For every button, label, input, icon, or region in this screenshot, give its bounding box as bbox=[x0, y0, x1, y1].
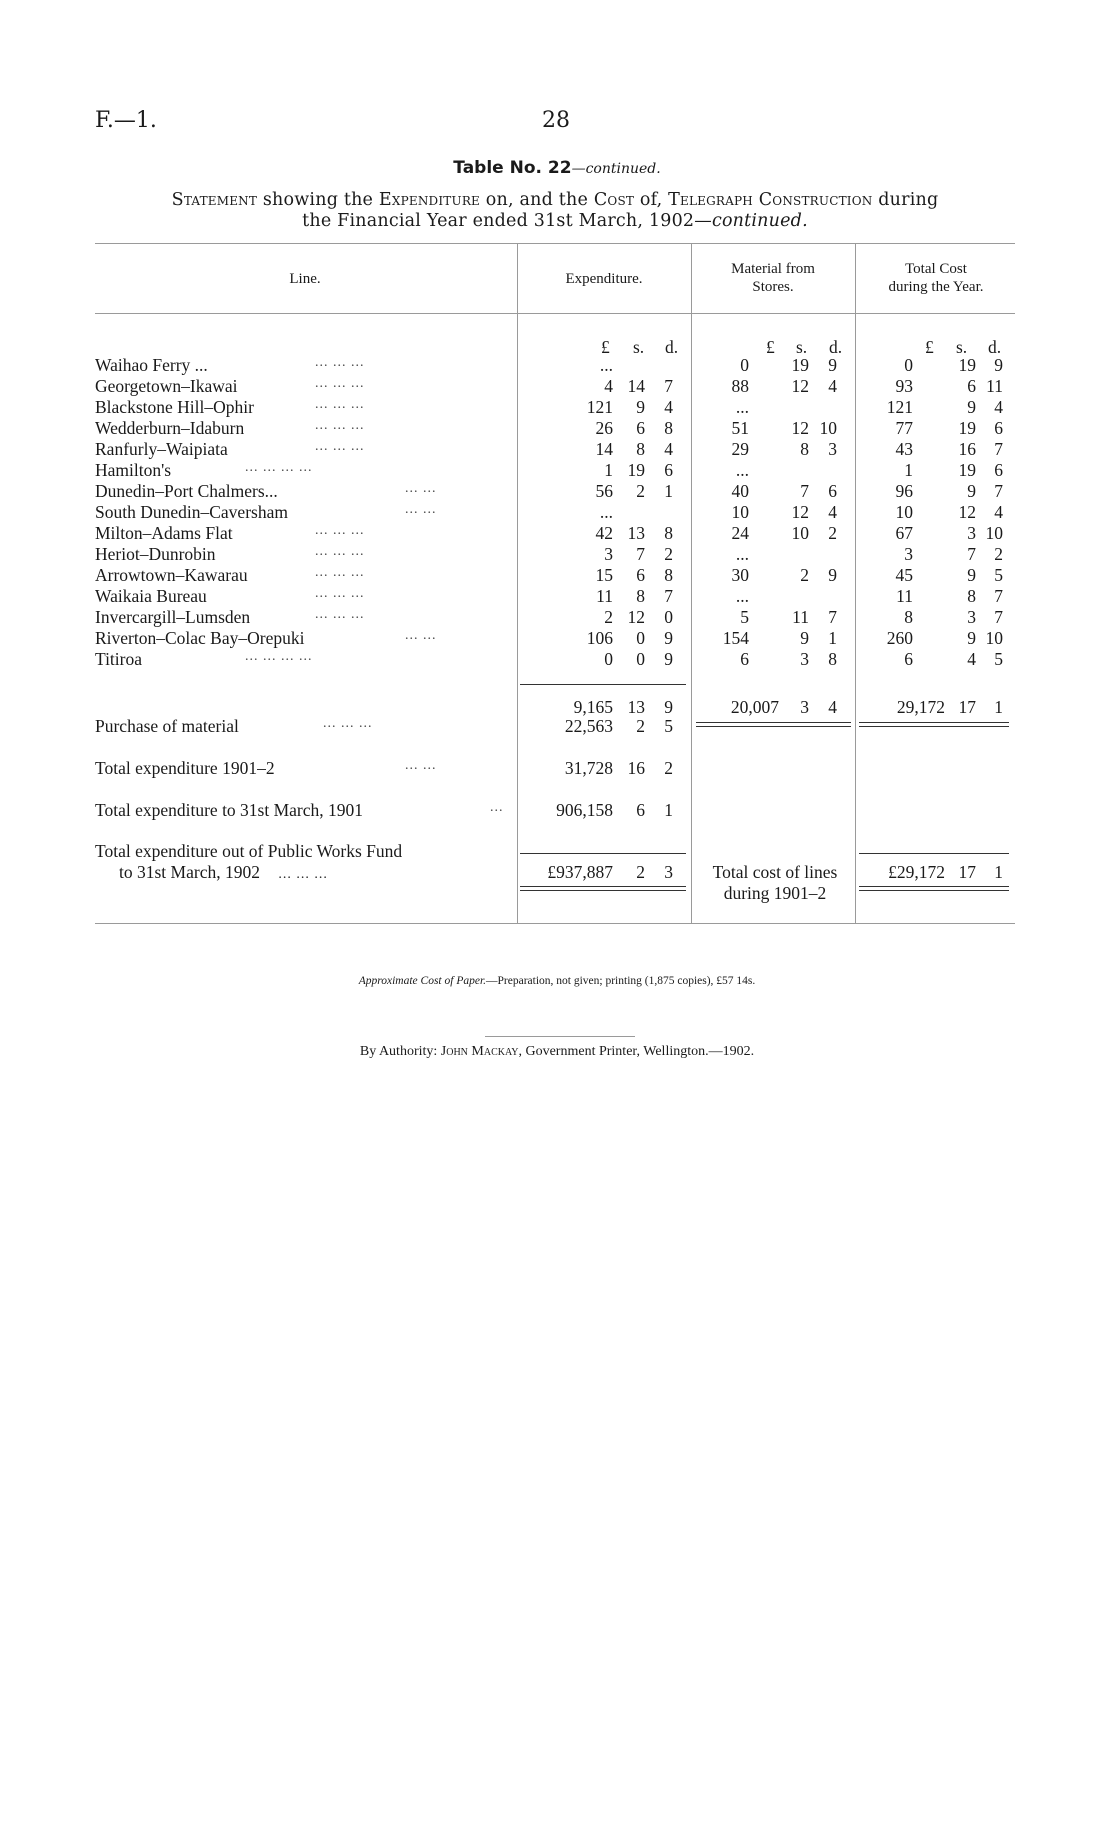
mat-pounds-cell: ... bbox=[735, 397, 749, 417]
exp-pounds-cell: 56 bbox=[595, 481, 613, 501]
table-row bbox=[95, 376, 1015, 397]
exp-pence-cell: 9 bbox=[664, 628, 673, 648]
tot-pence-cell: 4 bbox=[994, 502, 1003, 522]
tot-pence-cell: 5 bbox=[994, 565, 1003, 585]
exp-shillings-cell: 8 bbox=[636, 586, 645, 606]
table-row bbox=[95, 586, 1015, 607]
tot-pounds-cell: 96 bbox=[895, 481, 913, 501]
leader-dots: ... ... ... bbox=[315, 586, 365, 601]
mat-shillings-cell: 10 bbox=[791, 523, 809, 543]
exp-shillings-cell: 12 bbox=[627, 607, 645, 627]
exp-pence-cell: 6 bbox=[664, 460, 673, 480]
exp-pence-cell: 8 bbox=[664, 523, 673, 543]
mat-pence-cell: 3 bbox=[828, 439, 837, 459]
authority-rule bbox=[485, 1036, 635, 1037]
exp-shillings-cell: 6 bbox=[636, 565, 645, 585]
mat-shillings-cell: 8 bbox=[800, 439, 809, 459]
cost-of-paper-note: Approximate Cost of Paper.—Preparation, not given; printing (1,875 copies), £57 14s. bbox=[358, 975, 756, 987]
table-row bbox=[95, 397, 1015, 418]
cost-lines-top-rule bbox=[859, 853, 1009, 854]
mat-shillings-cell: 19 bbox=[791, 355, 809, 375]
table-row bbox=[95, 523, 1015, 544]
mat-pounds-cell: ... bbox=[735, 586, 749, 606]
tot-shillings-cell: 4 bbox=[967, 649, 976, 669]
tot-pounds-cell: 3 bbox=[904, 544, 913, 564]
table-title bbox=[0, 158, 1114, 178]
leader-dots: ... ... ... bbox=[315, 397, 365, 412]
cost-lines-double-rule bbox=[859, 886, 1009, 891]
line-name: Arrowtown–Kawarau bbox=[95, 565, 248, 585]
mat-shillings-cell: 11 bbox=[792, 607, 809, 627]
leader-dots: ... ... ... bbox=[315, 607, 365, 622]
mat-pounds-cell: 5 bbox=[740, 607, 749, 627]
exp-pence-cell: 4 bbox=[664, 397, 673, 417]
tot-pounds-cell: 11 bbox=[896, 586, 913, 606]
tot-pence-cell: 7 bbox=[994, 586, 1003, 606]
line-name: Georgetown–Ikawai bbox=[95, 376, 238, 396]
tot-shillings-cell: 3 bbox=[967, 607, 976, 627]
exp-pence-cell: 8 bbox=[664, 418, 673, 438]
line-name: Invercargill–Lumsden bbox=[95, 607, 251, 627]
page-number: 28 bbox=[542, 108, 570, 133]
tot-pounds-cell: 260 bbox=[886, 628, 913, 648]
line-name: Waihao Ferry ... bbox=[95, 355, 208, 375]
table-row bbox=[95, 502, 1015, 523]
mat-pence-cell: 6 bbox=[828, 481, 837, 501]
exp-pounds-cell: 42 bbox=[595, 523, 613, 543]
tot-pounds-cell: 6 bbox=[904, 649, 913, 669]
mat-shillings-cell: 3 bbox=[800, 649, 809, 669]
exp-pounds-cell: 15 bbox=[595, 565, 613, 585]
tot-pounds-cell: 67 bbox=[895, 523, 913, 543]
tot-shillings-cell: 9 bbox=[967, 397, 976, 417]
table-number: Table No. 22 bbox=[453, 158, 572, 178]
line-name: Blackstone Hill–Ophir bbox=[95, 397, 254, 417]
mat-shillings-cell: 9 bbox=[800, 628, 809, 648]
tot-pounds-cell: 77 bbox=[895, 418, 913, 438]
exp-pounds-cell: 14 bbox=[595, 439, 613, 459]
pwf-top-rule bbox=[520, 853, 686, 854]
table-top-rule bbox=[95, 243, 1015, 244]
mat-shillings-cell: 12 bbox=[791, 418, 809, 438]
col-header-total: Total Cost during the Year. bbox=[888, 261, 984, 295]
exp-shillings-cell: 8 bbox=[636, 439, 645, 459]
statement-heading bbox=[95, 190, 1015, 232]
leader-dots: ... ... bbox=[405, 481, 437, 496]
mat-shillings-cell: 12 bbox=[791, 376, 809, 396]
exp-pounds-cell: 26 bbox=[595, 418, 613, 438]
exp-pence-cell: 9 bbox=[664, 649, 673, 669]
mat-pounds-cell: 51 bbox=[731, 418, 749, 438]
mat-pence-cell: 9 bbox=[828, 565, 837, 585]
public-works-row: £937,887 2 3 £29,172 17 1 bbox=[547, 862, 1003, 882]
tot-pounds-cell: 0 bbox=[904, 355, 913, 375]
mat-pence-cell: 10 bbox=[819, 418, 837, 438]
exp-pence-cell: 1 bbox=[664, 481, 673, 501]
leader-dots: ... ... ... ... bbox=[245, 460, 313, 475]
tot-shillings-cell: 6 bbox=[967, 376, 976, 396]
tot-pence-cell: 5 bbox=[994, 649, 1003, 669]
exp-pence-cell: 4 bbox=[664, 439, 673, 459]
tot-shillings-cell: 19 bbox=[958, 460, 976, 480]
mat-pounds-cell: 88 bbox=[731, 376, 749, 396]
line-name: Milton–Adams Flat bbox=[95, 523, 233, 543]
exp-shilling-header: s. bbox=[633, 337, 645, 357]
mat-pounds-cell: 0 bbox=[740, 355, 749, 375]
line-name: Ranfurly–Waipiata bbox=[95, 439, 228, 459]
exp-pounds-cell: 1 bbox=[604, 460, 613, 480]
exp-pounds-cell: 2 bbox=[604, 607, 613, 627]
exp-shillings-cell: 0 bbox=[636, 628, 645, 648]
tot-pence-cell: 7 bbox=[994, 607, 1003, 627]
tot-pounds-cell: 121 bbox=[886, 397, 913, 417]
tot-pence-cell: 7 bbox=[994, 439, 1003, 459]
exp-pence-header: d. bbox=[665, 337, 679, 357]
exp-shillings-cell: 14 bbox=[627, 376, 645, 396]
leader-dots: ... ... ... bbox=[315, 376, 365, 391]
table-continued: —continued. bbox=[571, 161, 661, 177]
table-row bbox=[95, 418, 1015, 439]
line-name: South Dunedin–Caversham bbox=[95, 502, 288, 522]
mat-shillings-cell: 2 bbox=[800, 565, 809, 585]
exp-pence-cell: 7 bbox=[664, 376, 673, 396]
mat-pence-cell: 9 bbox=[828, 355, 837, 375]
leader-dots: ... ... ... ... bbox=[245, 649, 313, 664]
tot-pound-header: £ bbox=[925, 337, 934, 357]
exp-pounds-cell: 11 bbox=[596, 586, 613, 606]
exp-shillings-cell: 6 bbox=[636, 418, 645, 438]
col-header-line: Line. bbox=[289, 271, 321, 287]
tot-shillings-cell: 9 bbox=[967, 565, 976, 585]
printer-authority: By Authority: John Mackay, Government Printer, Wellington.—1902. bbox=[359, 1044, 755, 1059]
exp-shillings-cell: 0 bbox=[636, 649, 645, 669]
tot-shillings-cell: 8 bbox=[967, 586, 976, 606]
subtotal-row: 9,165 13 9 20,007 3 4 29,172 17 1 bbox=[573, 697, 1003, 717]
statement-line-1: Statement showing the Expenditure on, and the Cost of, Telegraph Construction during bbox=[171, 190, 939, 210]
tot-pounds-cell: 43 bbox=[895, 439, 913, 459]
exp-pounds-cell: ... bbox=[599, 355, 613, 375]
tot-pounds-cell: 93 bbox=[895, 376, 913, 396]
exp-pound-header: £ bbox=[601, 337, 610, 357]
tot-pounds-cell: 10 bbox=[895, 502, 913, 522]
col-header-material: Material from Stores. bbox=[731, 261, 815, 295]
mat-pence-cell: 7 bbox=[828, 607, 837, 627]
mat-pence-header: d. bbox=[829, 337, 843, 357]
exp-pence-cell: 7 bbox=[664, 586, 673, 606]
table-header-rule bbox=[95, 313, 1015, 314]
statement-line-2: the Financial Year ended 31st March, 1902—continued. bbox=[302, 211, 808, 231]
mat-shilling-header: s. bbox=[796, 337, 808, 357]
tot-pounds-cell: 8 bbox=[904, 607, 913, 627]
table-row bbox=[95, 439, 1015, 460]
mat-pounds-cell: 6 bbox=[740, 649, 749, 669]
leader-dots: ... ... ... bbox=[315, 418, 365, 433]
table-row bbox=[95, 460, 1015, 481]
tot-pence-cell: 9 bbox=[994, 355, 1003, 375]
exp-pounds-cell: 4 bbox=[604, 376, 613, 396]
mat-shillings-cell: 7 bbox=[800, 481, 809, 501]
tot-shillings-cell: 19 bbox=[958, 418, 976, 438]
tot-pounds-cell: 1 bbox=[904, 460, 913, 480]
tot-shillings-cell: 9 bbox=[967, 628, 976, 648]
line-name: Heriot–Dunrobin bbox=[95, 544, 216, 564]
exp-pounds-cell: 106 bbox=[586, 628, 613, 648]
total-to-1901-row: Total expenditure to 31st March, 1901 ... 906,158 6 1 bbox=[95, 800, 673, 820]
line-name: Dunedin–Port Chalmers... bbox=[95, 481, 278, 501]
mat-pence-cell: 1 bbox=[828, 628, 837, 648]
leader-dots: ... ... ... bbox=[315, 355, 365, 370]
tot-pence-header: d. bbox=[988, 337, 1002, 357]
tot-pence-cell: 4 bbox=[994, 397, 1003, 417]
tot-pence-cell: 7 bbox=[994, 481, 1003, 501]
leader-dots: ... ... ... bbox=[315, 565, 365, 580]
leader-dots: ... ... ... bbox=[315, 544, 365, 559]
tot-shillings-cell: 16 bbox=[958, 439, 976, 459]
exp-pence-cell: 2 bbox=[664, 544, 673, 564]
leader-dots: ... ... bbox=[405, 628, 437, 643]
table-row bbox=[95, 607, 1015, 628]
mat-pounds-cell: ... bbox=[735, 544, 749, 564]
tot-shillings-cell: 9 bbox=[967, 481, 976, 501]
exp-shillings-cell: 2 bbox=[636, 481, 645, 501]
exp-shillings-cell: 7 bbox=[636, 544, 645, 564]
line-name: Riverton–Colac Bay–Orepuki bbox=[95, 628, 305, 648]
mat-pounds-cell: 154 bbox=[722, 628, 749, 648]
document-reference: F.—1. bbox=[95, 108, 157, 133]
mat-pound-header: £ bbox=[766, 337, 775, 357]
mat-pounds-cell: 24 bbox=[731, 523, 749, 543]
table-row bbox=[95, 628, 1015, 649]
tot-pence-cell: 10 bbox=[985, 523, 1003, 543]
mat-pence-cell: 4 bbox=[828, 502, 837, 522]
line-name: Titiroa bbox=[95, 649, 143, 669]
mat-pounds-cell: 29 bbox=[731, 439, 749, 459]
line-name: Wedderburn–Idaburn bbox=[95, 418, 245, 438]
leader-dots: ... ... bbox=[405, 502, 437, 517]
tot-pence-cell: 6 bbox=[994, 460, 1003, 480]
col-header-expenditure: Expenditure. bbox=[565, 271, 643, 287]
table-row bbox=[95, 481, 1015, 502]
leader-dots: ... ... ... bbox=[315, 523, 365, 538]
exp-shillings-cell: 19 bbox=[627, 460, 645, 480]
exp-pounds-cell: 121 bbox=[586, 397, 613, 417]
mat-pounds-cell: 30 bbox=[731, 565, 749, 585]
mat-pence-cell: 8 bbox=[828, 649, 837, 669]
purchase-row: Purchase of material ... ... ... 22,563 2 5 bbox=[95, 716, 673, 736]
public-works-label: Total expenditure out of Public Works Fund to 31st March, 1902 ... ... ... bbox=[95, 841, 403, 882]
mat-pounds-cell: 40 bbox=[731, 481, 749, 501]
exp-shillings-cell: 13 bbox=[627, 523, 645, 543]
tot-shillings-cell: 19 bbox=[958, 355, 976, 375]
exp-pence-cell: 8 bbox=[664, 565, 673, 585]
tot-shillings-cell: 7 bbox=[967, 544, 976, 564]
mat-pence-cell: 2 bbox=[828, 523, 837, 543]
exp-pounds-cell: ... bbox=[599, 502, 613, 522]
tot-pence-cell: 10 bbox=[985, 628, 1003, 648]
leader-dots: ... ... ... bbox=[315, 439, 365, 454]
tot-pence-cell: 11 bbox=[986, 376, 1003, 396]
exp-pounds-cell: 0 bbox=[604, 649, 613, 669]
line-name: Hamilton's bbox=[95, 460, 172, 480]
total-cost-lines-label: Total cost of lines during 1901–2 bbox=[712, 862, 838, 903]
mat-pounds-cell: 10 bbox=[731, 502, 749, 522]
exp-shillings-cell: 9 bbox=[636, 397, 645, 417]
table-row bbox=[95, 355, 1015, 376]
table-row bbox=[95, 565, 1015, 586]
tot-shillings-cell: 3 bbox=[967, 523, 976, 543]
table-bottom-rule bbox=[95, 923, 1015, 924]
exp-subtotal-rule bbox=[520, 684, 686, 685]
mat-shillings-cell: 12 bbox=[791, 502, 809, 522]
tot-shillings-cell: 12 bbox=[958, 502, 976, 522]
exp-pounds-cell: 3 bbox=[604, 544, 613, 564]
exp-pence-cell: 0 bbox=[664, 607, 673, 627]
tot-shilling-header: s. bbox=[956, 337, 968, 357]
tot-pence-cell: 2 bbox=[994, 544, 1003, 564]
tot-pence-cell: 6 bbox=[994, 418, 1003, 438]
table-row bbox=[95, 544, 1015, 565]
table-row bbox=[95, 649, 1015, 670]
tot-pounds-cell: 45 bbox=[895, 565, 913, 585]
mat-pounds-cell: ... bbox=[735, 460, 749, 480]
pwf-double-rule bbox=[520, 886, 686, 891]
line-name: Waikaia Bureau bbox=[95, 586, 207, 606]
mat-pence-cell: 4 bbox=[828, 376, 837, 396]
total-1901-2-row: Total expenditure 1901–2 ... ... 31,728 16 2 bbox=[95, 758, 673, 778]
